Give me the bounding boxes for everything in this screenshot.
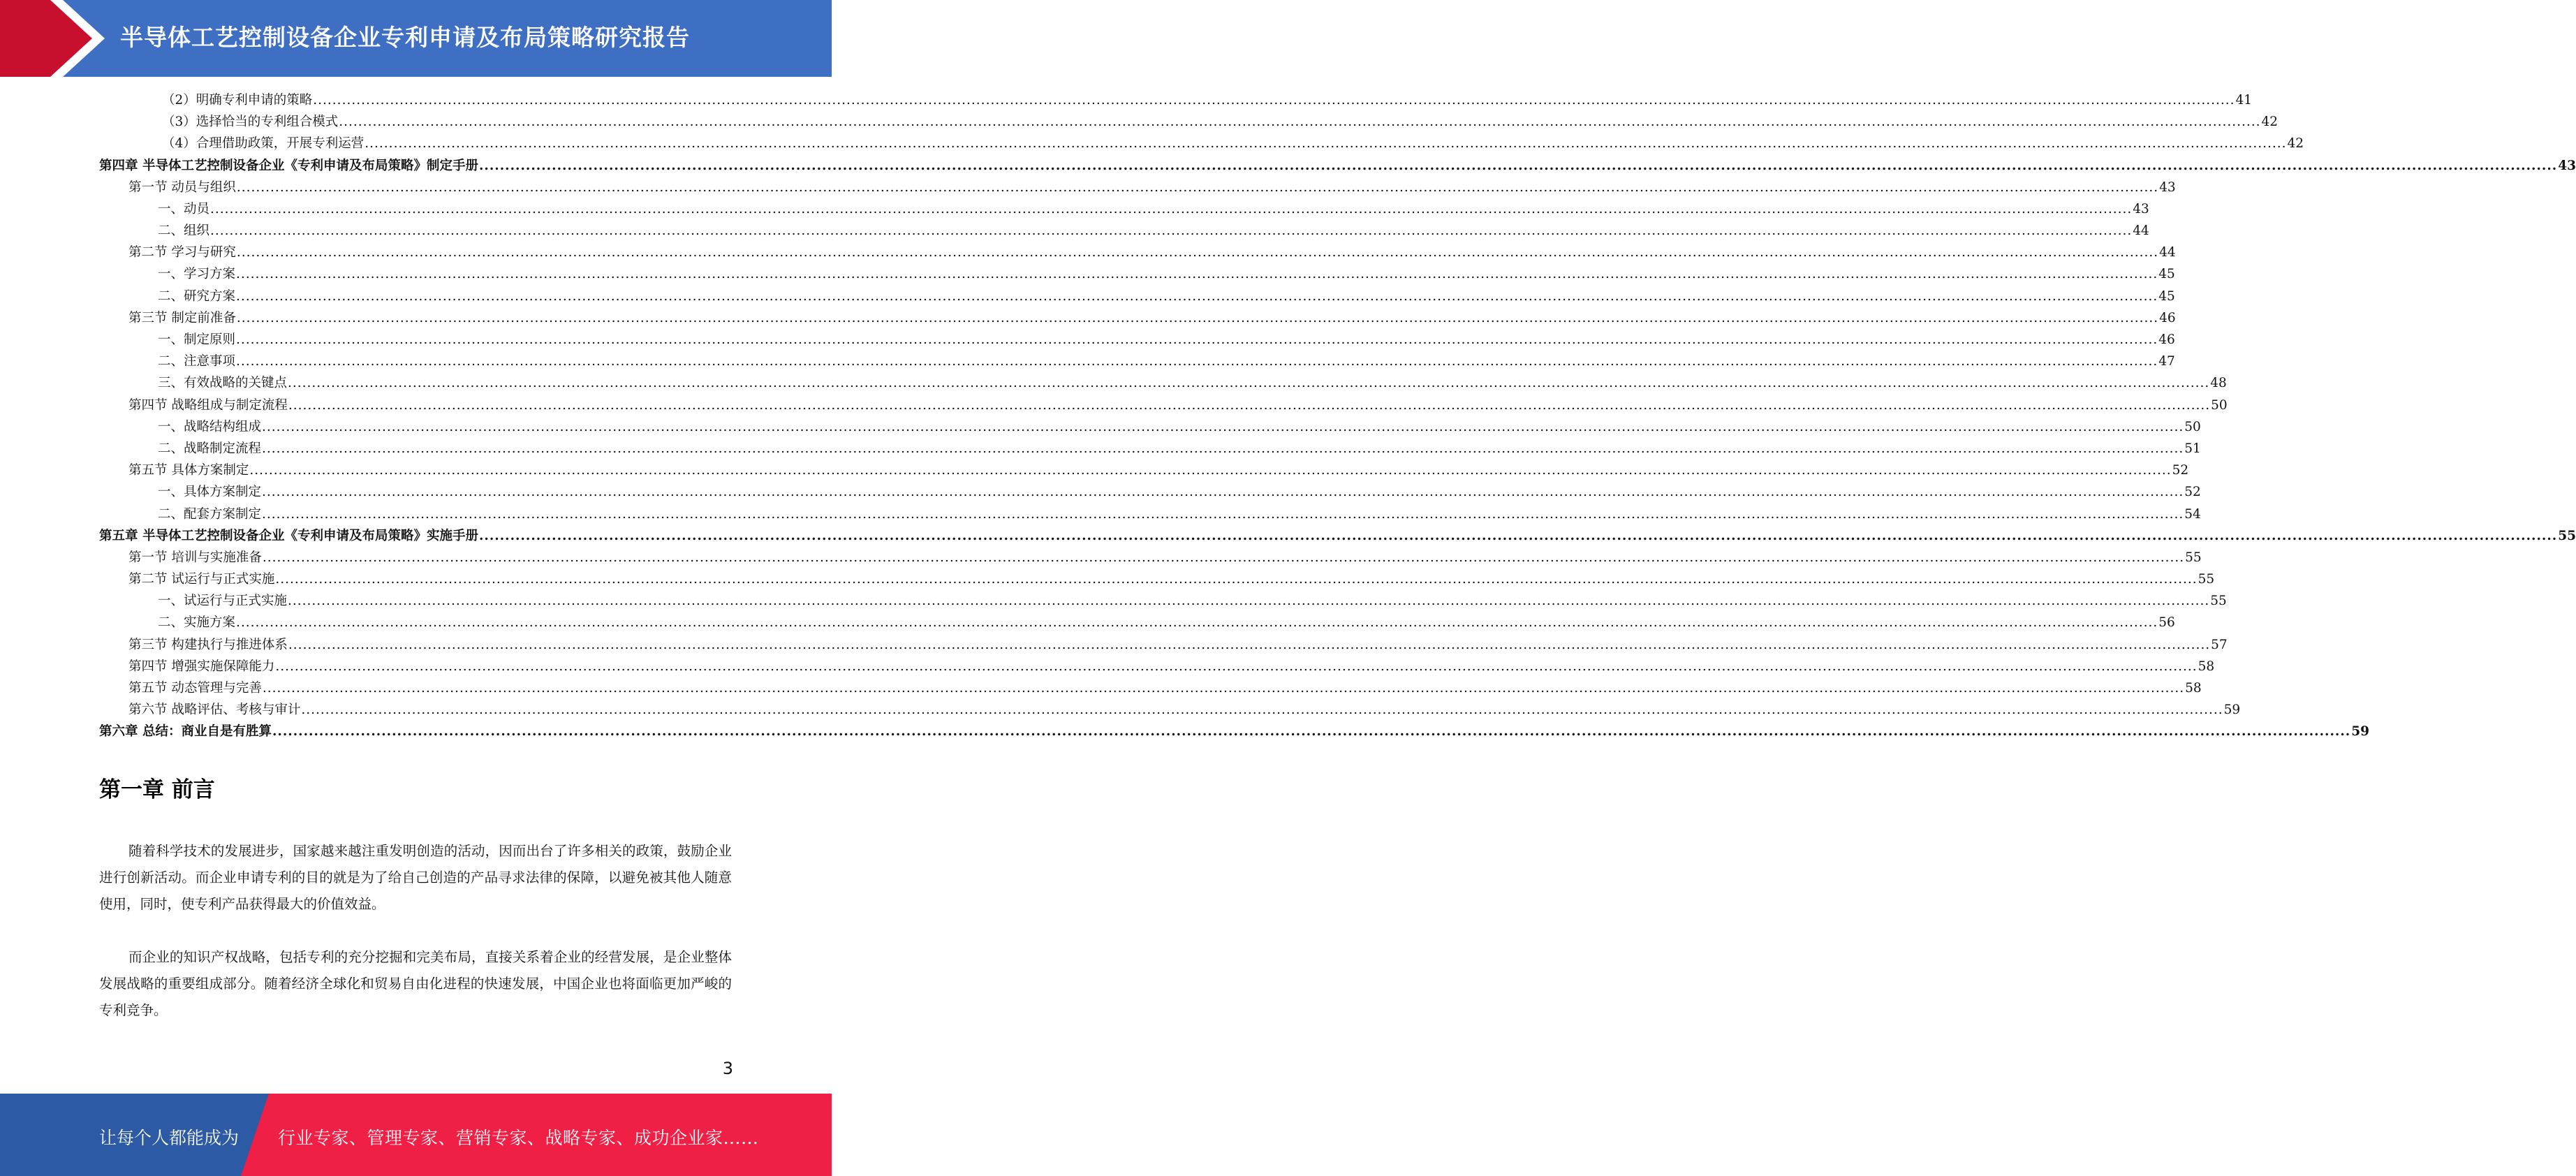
- toc-subsection-entry[interactable]: [99, 612, 2175, 634]
- toc-entry-page: 59: [2223, 703, 2241, 718]
- toc-entry-page: 43: [2558, 158, 2576, 173]
- toc-entry-label: 第五节 动态管理与完善: [128, 681, 262, 696]
- toc-entry-label: 第一节 培训与实施准备: [128, 550, 262, 565]
- toc-entry-label: 三、有效战略的关键点: [158, 376, 288, 391]
- toc-entry-label: 第六章 总结：商业自是有胜算: [99, 724, 272, 740]
- toc-dot-leader: ................................................................................................................................................................................................................................................................................................................................................................................................................: [236, 245, 2159, 260]
- toc-dot-leader: ................................................................................................................................................................................................................................................................................................................................................................................................................: [236, 332, 2158, 348]
- toc-section-entry[interactable]: [99, 634, 2228, 656]
- chapter-paragraph: 而企业的知识产权战略，包括专利的充分挖掘和完美布局，直接关系着企业的经营发展，是企业整体发展战略的重要组成部分。随着经济全球化和贸易自由化进程的快速发展，中国企业也将面临更加严峻的专利竞争。: [99, 949, 732, 1018]
- toc-subsection-entry[interactable]: [99, 220, 2149, 242]
- toc-subsection-entry[interactable]: [99, 351, 2175, 372]
- footer-slogan-right: 行业专家、管理专家、营销专家、战略专家、成功企业家……: [278, 1128, 759, 1148]
- toc-section-entry[interactable]: [99, 242, 2176, 263]
- toc-chapter-entry[interactable]: [99, 721, 2369, 742]
- toc-entry-page: 52: [2172, 463, 2189, 478]
- toc-subsection-entry[interactable]: [99, 372, 2227, 394]
- toc-subsection-entry[interactable]: [99, 329, 2175, 351]
- toc-entry-label: 一、具体方案制定: [158, 485, 262, 500]
- toc-subsection-entry[interactable]: [99, 89, 2253, 111]
- toc-entry-label: 第六节 战略评估、考核与审计: [128, 703, 301, 718]
- toc-entry-label: 二、组织: [158, 223, 210, 239]
- toc-subsection-entry[interactable]: [99, 481, 2201, 503]
- toc-dot-leader: ................................................................................................................................................................................................................................................................................................................................................................................................................: [236, 179, 2159, 195]
- toc-entry-page: 59: [2351, 724, 2369, 740]
- toc-subsection-entry[interactable]: [99, 590, 2227, 612]
- toc-entry-label: 一、动员: [158, 201, 210, 216]
- toc-entry-label: 第四章 半导体工艺控制设备企业《专利申请及布局策略》制定手册: [99, 158, 478, 173]
- toc-entry-label: 第四节 增强实施保障能力: [128, 659, 275, 674]
- toc-dot-leader: ................................................................................................................................................................................................................................................................................................................................................................................................................: [236, 288, 2158, 304]
- page-header: [0, 0, 832, 77]
- toc-subsection-entry[interactable]: [99, 286, 2175, 307]
- toc-entry-label: （3）选择恰当的专利组合模式: [162, 115, 339, 130]
- toc-subsection-entry[interactable]: [99, 438, 2201, 460]
- toc-entry-label: 二、研究方案: [158, 288, 236, 304]
- toc-dot-leader: ................................................................................................................................................................................................................................................................................................................................................................................................................: [262, 550, 2185, 565]
- toc-entry-label: （4）合理借助政策，开展专利运营: [162, 136, 365, 152]
- toc-entry-label: 第三节 制定前准备: [128, 310, 236, 325]
- chapter-paragraph: 随着科学技术的发展进步，国家越来越注重发明创造的活动，因而出台了许多相关的政策，鼓励企业进行创新活动。而企业申请专利的目的就是为了给自己创造的产品寻求法律的保障，以避免被其他人随意使用，同时，使专利产品获得最大的价值效益。: [99, 843, 732, 912]
- toc-dot-leader: ................................................................................................................................................................................................................................................................................................................................................................................................................: [478, 158, 2558, 173]
- toc-dot-leader: ................................................................................................................................................................................................................................................................................................................................................................................................................: [272, 724, 2351, 740]
- toc-entry-label: 一、制定原则: [158, 332, 236, 348]
- toc-entry-label: 一、战略结构组成: [158, 419, 262, 434]
- toc-section-entry[interactable]: [99, 177, 2176, 198]
- toc-entry-label: 二、配套方案制定: [158, 506, 262, 522]
- toc-entry-page: 55: [2198, 572, 2215, 587]
- toc-entry-label: （2）明确专利申请的策略: [162, 92, 313, 108]
- page-number: 3: [722, 1059, 733, 1078]
- toc-entry-label: 第二节 学习与研究: [128, 245, 236, 260]
- toc-entry-page: 46: [2158, 332, 2175, 348]
- toc-entry-label: 第五章 半导体工艺控制设备企业《专利申请及布局策略》实施手册: [99, 528, 478, 543]
- toc-entry-label: 第五节 具体方案制定: [128, 463, 249, 478]
- toc-dot-leader: ................................................................................................................................................................................................................................................................................................................................................................................................................: [288, 637, 2211, 652]
- table-of-contents: [99, 89, 2576, 743]
- toc-dot-leader: ................................................................................................................................................................................................................................................................................................................................................................................................................: [236, 267, 2158, 282]
- toc-entry-page: 54: [2184, 506, 2201, 522]
- toc-entry-label: 二、实施方案: [158, 615, 236, 631]
- toc-dot-leader: ................................................................................................................................................................................................................................................................................................................................................................................................................: [210, 201, 2133, 216]
- toc-entry-page: 51: [2184, 441, 2201, 456]
- toc-entry-page: 58: [2185, 681, 2202, 696]
- toc-subsection-entry[interactable]: [99, 264, 2175, 286]
- toc-entry-page: 50: [2184, 419, 2201, 434]
- toc-section-entry[interactable]: [99, 568, 2215, 590]
- toc-dot-leader: ................................................................................................................................................................................................................................................................................................................................................................................................................: [262, 441, 2184, 456]
- toc-section-entry[interactable]: [99, 547, 2202, 568]
- toc-entry-page: 46: [2159, 310, 2176, 325]
- toc-entry-page: 44: [2133, 223, 2149, 239]
- toc-entry-label: 一、试运行与正式实施: [158, 594, 288, 609]
- toc-entry-page: 52: [2184, 485, 2201, 500]
- toc-entry-label: 二、注意事项: [158, 354, 236, 369]
- toc-dot-leader: ................................................................................................................................................................................................................................................................................................................................................................................................................: [236, 310, 2159, 325]
- toc-dot-leader: ................................................................................................................................................................................................................................................................................................................................................................................................................: [236, 354, 2158, 369]
- toc-dot-leader: ................................................................................................................................................................................................................................................................................................................................................................................................................: [478, 528, 2558, 543]
- toc-entry-page: 55: [2210, 594, 2227, 609]
- toc-entry-page: 44: [2159, 245, 2176, 260]
- toc-entry-page: 55: [2185, 550, 2202, 565]
- toc-dot-leader: ................................................................................................................................................................................................................................................................................................................................................................................................................: [262, 485, 2184, 500]
- toc-dot-leader: ................................................................................................................................................................................................................................................................................................................................................................................................................: [313, 92, 2235, 108]
- toc-dot-leader: ................................................................................................................................................................................................................................................................................................................................................................................................................: [288, 594, 2210, 609]
- toc-entry-label: 第二节 试运行与正式实施: [128, 572, 275, 587]
- toc-section-entry[interactable]: [99, 460, 2189, 481]
- toc-dot-leader: ................................................................................................................................................................................................................................................................................................................................................................................................................: [275, 572, 2198, 587]
- toc-subsection-entry[interactable]: [99, 198, 2149, 220]
- toc-entry-label: 第一节 动员与组织: [128, 179, 236, 195]
- toc-entry-page: 47: [2158, 354, 2175, 369]
- toc-entry-label: 第四节 战略组成与制定流程: [128, 397, 288, 413]
- toc-dot-leader: ................................................................................................................................................................................................................................................................................................................................................................................................................: [288, 376, 2210, 391]
- toc-section-entry[interactable]: [99, 699, 2241, 721]
- toc-entry-page: 48: [2210, 376, 2227, 391]
- toc-subsection-entry[interactable]: [99, 111, 2279, 133]
- toc-entry-page: 45: [2158, 267, 2175, 282]
- toc-section-entry[interactable]: [99, 307, 2176, 329]
- toc-dot-leader: ................................................................................................................................................................................................................................................................................................................................................................................................................: [288, 397, 2211, 413]
- toc-dot-leader: ................................................................................................................................................................................................................................................................................................................................................................................................................: [210, 223, 2133, 239]
- toc-entry-page: 45: [2158, 288, 2175, 304]
- toc-entry-page: 41: [2235, 92, 2253, 108]
- footer-slogan-left: 让每个人都能成为: [99, 1128, 240, 1148]
- toc-section-entry[interactable]: [99, 677, 2202, 699]
- toc-dot-leader: ................................................................................................................................................................................................................................................................................................................................................................................................................: [339, 115, 2261, 130]
- toc-subsection-entry[interactable]: [99, 133, 2304, 154]
- toc-subsection-entry[interactable]: [99, 504, 2201, 525]
- toc-entry-page: 43: [2159, 179, 2176, 195]
- toc-section-entry[interactable]: [99, 395, 2228, 416]
- report-title: 半导体工艺控制设备企业专利申请及布局策略研究报告: [120, 24, 690, 51]
- toc-dot-leader: ................................................................................................................................................................................................................................................................................................................................................................................................................: [262, 419, 2184, 434]
- toc-dot-leader: ................................................................................................................................................................................................................................................................................................................................................................................................................: [249, 463, 2172, 478]
- toc-entry-label: 第三节 构建执行与推进体系: [128, 637, 288, 652]
- toc-chapter-entry[interactable]: [99, 525, 2576, 547]
- toc-entry-label: 一、学习方案: [158, 267, 236, 282]
- page-footer: [0, 1094, 832, 1176]
- toc-entry-label: 二、战略制定流程: [158, 441, 262, 456]
- toc-dot-leader: ................................................................................................................................................................................................................................................................................................................................................................................................................: [301, 703, 2223, 718]
- toc-dot-leader: ................................................................................................................................................................................................................................................................................................................................................................................................................: [275, 659, 2198, 674]
- header-arrow-decoration: [0, 0, 105, 77]
- chapter-heading: 第一章 前言: [99, 777, 215, 802]
- toc-entry-page: 57: [2211, 637, 2228, 652]
- toc-dot-leader: ................................................................................................................................................................................................................................................................................................................................................................................................................: [262, 506, 2184, 522]
- toc-dot-leader: ................................................................................................................................................................................................................................................................................................................................................................................................................: [365, 136, 2287, 152]
- toc-entry-page: 42: [2287, 136, 2304, 152]
- toc-entry-page: 56: [2158, 615, 2175, 631]
- toc-entry-page: 43: [2133, 201, 2149, 216]
- toc-entry-page: 55: [2558, 528, 2576, 543]
- toc-entry-page: 58: [2198, 659, 2215, 674]
- toc-dot-leader: ................................................................................................................................................................................................................................................................................................................................................................................................................: [236, 615, 2158, 631]
- toc-section-entry[interactable]: [99, 656, 2215, 677]
- toc-entry-page: 50: [2211, 397, 2228, 413]
- toc-dot-leader: ................................................................................................................................................................................................................................................................................................................................................................................................................: [262, 681, 2185, 696]
- toc-entry-page: 42: [2261, 115, 2279, 130]
- toc-chapter-entry[interactable]: [99, 155, 2576, 177]
- toc-subsection-entry[interactable]: [99, 416, 2201, 438]
